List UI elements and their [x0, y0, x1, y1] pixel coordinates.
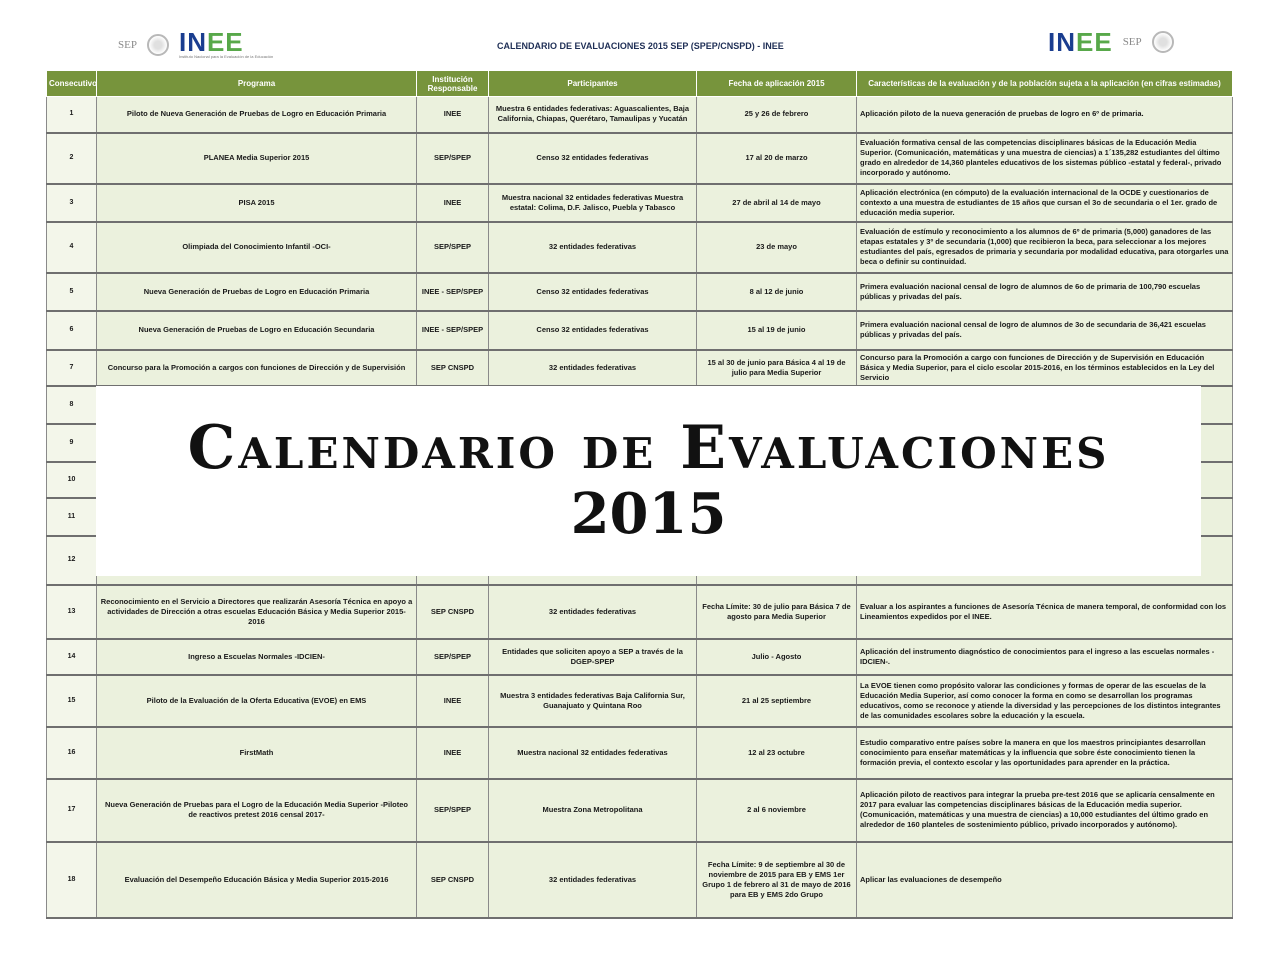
cell-participantes: Censo 32 entidades federativas	[489, 273, 697, 311]
cell-caracteristicas: Concurso para la Promoción a cargo con funciones de Dirección y de Supervisión en Educación Básica y Media Superior, para el ciclo escolar 2015-2016, en los términos establecidos en la Ley del Servicio	[857, 350, 1233, 386]
cell-programa: Piloto de la Evaluación de la Oferta Educativa (EVOE) en EMS	[97, 675, 417, 727]
sep-logo: SEP	[118, 38, 137, 51]
title-overlay	[96, 386, 1201, 576]
header-logos-left	[118, 27, 274, 59]
cell-institucion: SEP CNSPD	[417, 350, 489, 386]
cell-fecha: Julio - Agosto	[697, 639, 857, 675]
cell-institucion: INEE - SEP/SPEP	[417, 311, 489, 350]
cell-institucion: INEE	[417, 675, 489, 727]
cell-programa: Olimpiada del Conocimiento Infantil -OCI-	[97, 222, 417, 273]
cell-num: 7	[47, 350, 97, 386]
cell-institucion: SEP/SPEP	[417, 779, 489, 842]
cell-num: 14	[47, 639, 97, 675]
table-row	[47, 133, 1233, 184]
cell-participantes: 32 entidades federativas	[489, 222, 697, 273]
cell-num: 9	[47, 424, 97, 462]
cell-programa: Nueva Generación de Pruebas para el Logro de la Educación Media Superior -Piloteo de reactivos pretest 2016 censal 2017-	[97, 779, 417, 842]
cell-fecha: 23 de mayo	[697, 222, 857, 273]
cell-num: 4	[47, 222, 97, 273]
cell-num: 10	[47, 462, 97, 498]
cell-institucion: INEE	[417, 97, 489, 133]
table-row	[47, 779, 1233, 842]
sep-logo: SEP	[1122, 36, 1142, 48]
cell-participantes: Muestra 3 entidades federativas Baja California Sur, Guanajuato y Quintana Roo	[489, 675, 697, 727]
cell-caracteristicas: Estudio comparativo entre países sobre la manera en que los maestros principiantes desarrollan conocimiento para enseñar matemáticas y la influencia que sobre éste conocimiento tienen la formación previa, el contexto escolar y las oportunidades para aprender en la práctica.	[857, 727, 1233, 779]
cell-num: 17	[47, 779, 97, 842]
cell-participantes: Muestra Zona Metropolitana	[489, 779, 697, 842]
table-row	[47, 222, 1233, 273]
cell-caracteristicas: Aplicación piloto de la nueva generación de pruebas de logro en 6º de primaria.	[857, 97, 1233, 133]
header-programa: Programa	[97, 71, 417, 97]
cell-institucion: SEP/SPEP	[417, 133, 489, 184]
cell-institucion: INEE	[417, 727, 489, 779]
document-header	[0, 0, 1280, 68]
cell-caracteristicas: Evaluar a los aspirantes a funciones de Asesoría Técnica de manera temporal, de conformidad con los Lineamientos expedidos por el INEE.	[857, 585, 1233, 639]
cell-caracteristicas: Aplicar las evaluaciones de desempeño	[857, 842, 1233, 918]
table-row	[47, 639, 1233, 675]
header-participantes: Participantes	[489, 71, 697, 97]
cell-caracteristicas: Aplicación piloto de reactivos para integrar la prueba pre-test 2016 que se aplicaría censalmente en 2017 para evaluar las competencias disciplinares básicas de la Educación media superior. (Comunicación, matemáticas y una muestra de ciencias) a 10,000 estudiantes del último grado en alrededor de 160 planteles de sostenimiento público, privado incorporados y autónomo).	[857, 779, 1233, 842]
cell-caracteristicas: Primera evaluación nacional censal de logro de alumnos de 3o de secundaria de 36,421 escuelas públicas y privadas del país.	[857, 311, 1233, 350]
cell-num: 15	[47, 675, 97, 727]
cell-participantes: Censo 32 entidades federativas	[489, 311, 697, 350]
cell-num: 8	[47, 386, 97, 424]
cell-caracteristicas: Aplicación electrónica (en cómputo) de la evaluación internacional de la OCDE y cuestionarios de contexto a una muestra de estudiantes de 15 años que cursan el 3o de secundaria o el 1er. grado de educación media superior.	[857, 184, 1233, 222]
cell-fecha: 27 de abril al 14 de mayo	[697, 184, 857, 222]
cell-participantes: Censo 32 entidades federativas	[489, 133, 697, 184]
table-row	[47, 311, 1233, 350]
cell-participantes: 32 entidades federativas	[489, 585, 697, 639]
cell-fecha: 15 al 30 de junio para Básica 4 al 19 de julio para Media Superior	[697, 350, 857, 386]
cell-caracteristicas: Evaluación formativa censal de las competencias disciplinares básicas de la Educación Media Superior. (Comunicación, matemáticas y una muestra de ciencias) a 1´135,282 estudiantes del último grado en alrededor de 14,360 planteles educativos de los sistemas público -estatal y federal-, privado incorporado y autónomo.	[857, 133, 1233, 184]
cell-caracteristicas: Evaluación de estímulo y reconocimiento a los alumnos de 6º de primaria (5,000) ganadores de las etapas estatales y 3º de secundaria (1,000) que recibieron la beca, para seleccionar a los mejores estudiantes del país, egresados de primaria y secundaria por modalidad educativa, para otorgarles una beca o definir su continuidad.	[857, 222, 1233, 273]
table-header-row	[47, 71, 1233, 97]
cell-participantes: Muestra nacional 32 entidades federativas	[489, 727, 697, 779]
cell-participantes: Entidades que soliciten apoyo a SEP a través de la DGEP-SPEP	[489, 639, 697, 675]
cell-fecha: 8 al 12 de junio	[697, 273, 857, 311]
cell-participantes: Muestra nacional 32 entidades federativas Muestra estatal: Colima, D.F. Jalisco, Puebla y Tabasco	[489, 184, 697, 222]
header-caracteristicas: Características de la evaluación y de la población sujeta a la aplicación (en cifras estimadas)	[857, 71, 1233, 97]
cell-programa: Evaluación del Desempeño Educación Básica y Media Superior 2015-2016	[97, 842, 417, 918]
cell-num: 1	[47, 97, 97, 133]
header-institucion: Institución Responsable	[417, 71, 489, 97]
header-fecha: Fecha de aplicación 2015	[697, 71, 857, 97]
cell-fecha: 17 al 20 de marzo	[697, 133, 857, 184]
cell-num: 3	[47, 184, 97, 222]
cell-institucion: SEP/SPEP	[417, 639, 489, 675]
cell-fecha: Fecha Límite: 30 de julio para Básica 7 de agosto para Media Superior	[697, 585, 857, 639]
cell-num: 6	[47, 311, 97, 350]
cell-num: 2	[47, 133, 97, 184]
cell-fecha: 25 y 26 de febrero	[697, 97, 857, 133]
table-row	[47, 350, 1233, 386]
inee-logo: INEE	[1048, 27, 1113, 57]
table-row	[47, 97, 1233, 133]
cell-programa: FirstMath	[97, 727, 417, 779]
cell-participantes: 32 entidades federativas	[489, 350, 697, 386]
cell-caracteristicas: Primera evaluación nacional censal de logro de alumnos de 6o de primaria de 100,790 escuelas públicas y privadas del país.	[857, 273, 1233, 311]
cell-num: 5	[47, 273, 97, 311]
table-row	[47, 184, 1233, 222]
cell-fecha: 15 al 19 de junio	[697, 311, 857, 350]
cell-num: 11	[47, 498, 97, 536]
cell-num: 12	[47, 536, 97, 585]
cell-fecha: 12 al 23 octubre	[697, 727, 857, 779]
cell-programa: Reconocimiento en el Servicio a Directores que realizarán Asesoría Técnica en apoyo a actividades de Dirección a otras escuelas Educación Básica y Media Superior 2015-2016	[97, 585, 417, 639]
cell-fecha: 21 al 25 septiembre	[697, 675, 857, 727]
cell-institucion: SEP/SPEP	[417, 222, 489, 273]
cell-programa: Concurso para la Promoción a cargos con funciones de Dirección y de Supervisión	[97, 350, 417, 386]
cell-programa: Piloto de Nueva Generación de Pruebas de Logro en Educación Primaria	[97, 97, 417, 133]
cell-institucion: INEE - SEP/SPEP	[417, 273, 489, 311]
mexico-seal-icon	[1152, 31, 1174, 53]
cell-num: 13	[47, 585, 97, 639]
cell-programa: Nueva Generación de Pruebas de Logro en Educación Secundaria	[97, 311, 417, 350]
table-row	[47, 585, 1233, 639]
cell-programa: Nueva Generación de Pruebas de Logro en Educación Primaria	[97, 273, 417, 311]
table-row	[47, 675, 1233, 727]
cell-num: 18	[47, 842, 97, 918]
overlay-year: 2015	[570, 481, 727, 547]
overlay-title: Calendario de Evaluaciones	[187, 413, 1110, 483]
mexico-seal-icon	[147, 34, 169, 56]
table-row	[47, 842, 1233, 918]
cell-participantes: 32 entidades federativas	[489, 842, 697, 918]
cell-participantes: Muestra 6 entidades federativas: Aguascalientes, Baja California, Chiapas, Querétaro, Tamaulipas y Yucatán	[489, 97, 697, 133]
cell-num: 16	[47, 727, 97, 779]
cell-caracteristicas: La EVOE tienen como propósito valorar las condiciones y formas de operar de las escuelas de la Educación Media Superior, así como conocer la forma en como se desarrollan los programas educativos, como se reconoce y atiende la diversidad y las percepciones de los distintos integrantes de las comunidades escolares sobre la educación y la escuela.	[857, 675, 1233, 727]
cell-programa: PLANEA Media Superior 2015	[97, 133, 417, 184]
table-row	[47, 273, 1233, 311]
cell-programa: PISA 2015	[97, 184, 417, 222]
cell-fecha: Fecha Límite: 9 de septiembre al 30 de noviembre de 2015 para EB y EMS 1er Grupo 1 de febrero al 31 de mayo de 2016 para EB y EMS 2do Grupo	[697, 842, 857, 918]
cell-institucion: SEP CNSPD	[417, 585, 489, 639]
cell-institucion: INEE	[417, 184, 489, 222]
table-row	[47, 727, 1233, 779]
cell-institucion: SEP CNSPD	[417, 842, 489, 918]
cell-programa: Ingreso a Escuelas Normales -IDCIEN-	[97, 639, 417, 675]
cell-fecha: 2 al 6 noviembre	[697, 779, 857, 842]
header-logos-right	[1048, 27, 1174, 57]
cell-caracteristicas: Aplicación del instrumento diagnóstico de conocimientos para el ingreso a las escuelas normales -IDCIEN-.	[857, 639, 1233, 675]
document-title: CALENDARIO DE EVALUACIONES 2015 SEP (SPEP/CNSPD) - INEE	[497, 41, 784, 51]
inee-logo: INEE Instituto Nacional para la Evaluación de la Educación	[178, 27, 274, 59]
header-consecutivo: Consecutivo	[47, 71, 97, 97]
